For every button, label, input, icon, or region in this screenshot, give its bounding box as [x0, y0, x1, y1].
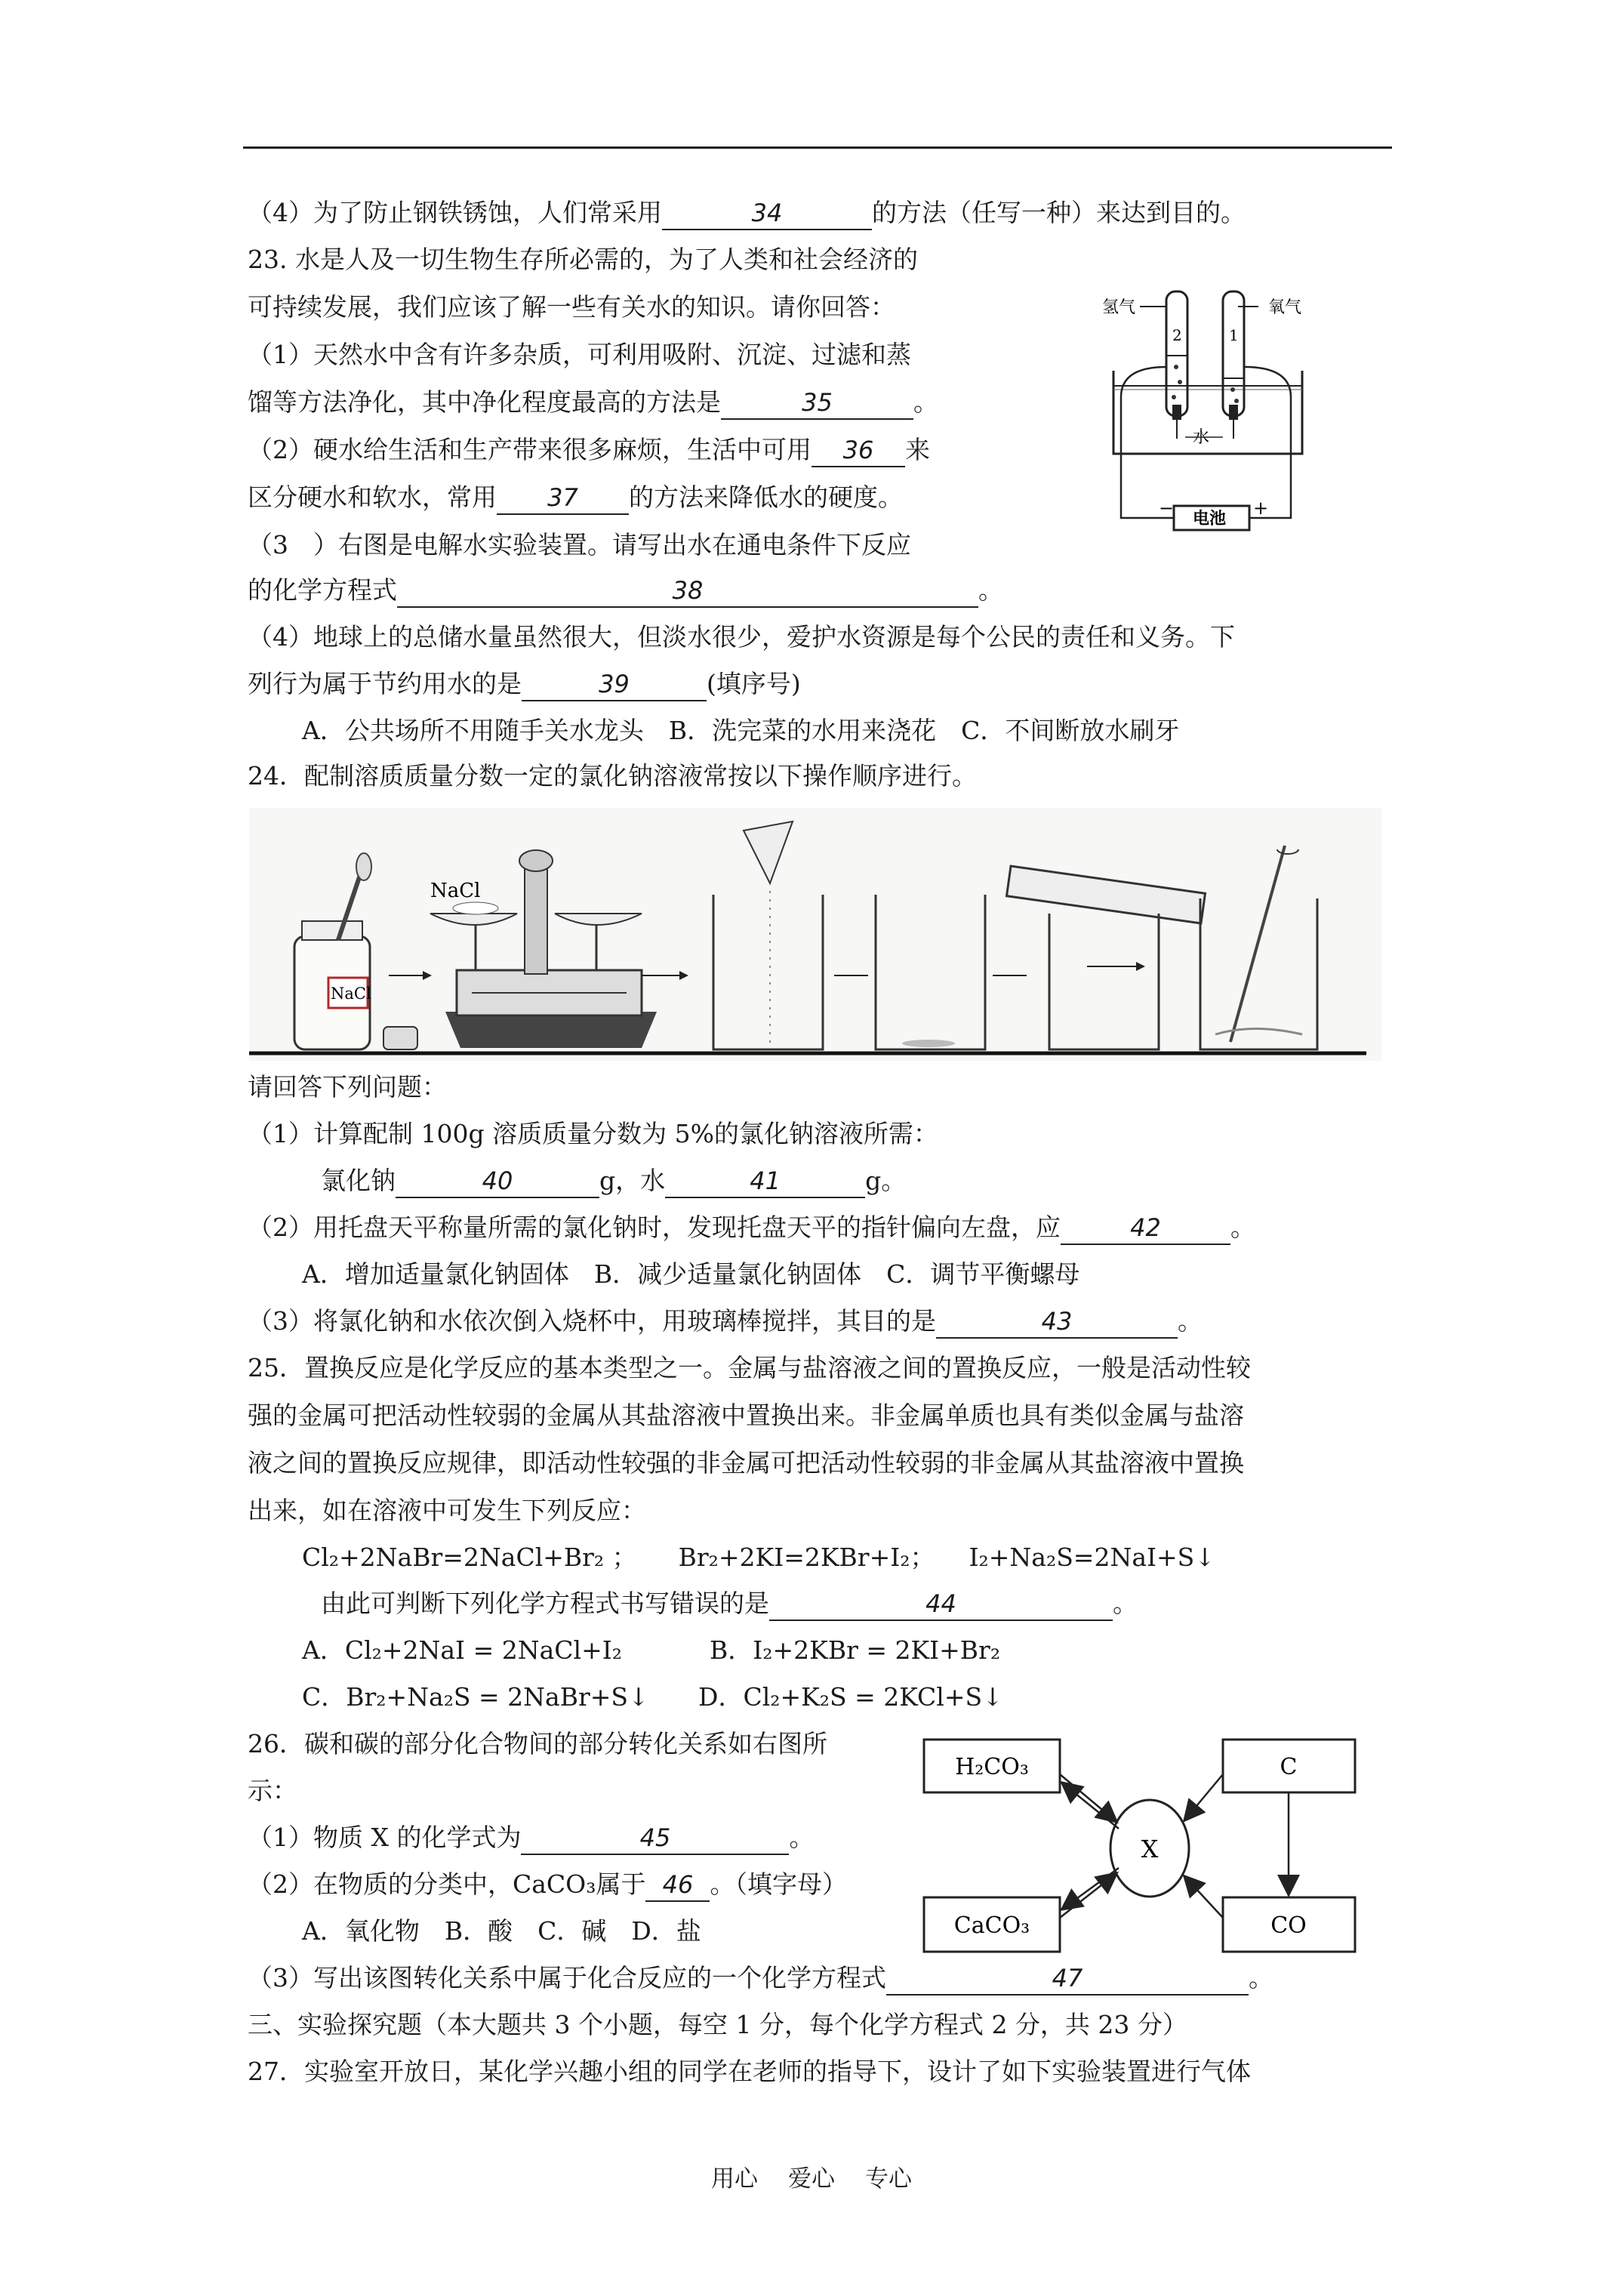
answer-blank-42[interactable]: 42: [1061, 1212, 1230, 1245]
q26-options: A．氧化物 B．酸 C．碱 D．盐: [302, 1916, 701, 1946]
q23-line-6: 区分硬水和软水，常用 37 的方法来降低水的硬度。: [248, 479, 903, 516]
q25-line-3: 液之间的置换反应规律，即活动性较强的非金属可把活动性较弱的非金属从其盐溶液中置换: [248, 1448, 1244, 1478]
answer-blank-46[interactable]: 46: [645, 1869, 710, 1902]
q24-line-1: 24．配制溶质质量分数一定的氯化钠溶液常按以下操作顺序进行。: [248, 761, 977, 791]
answer-blank-43[interactable]: 43: [936, 1305, 1178, 1339]
q23-line-4: 馏等方法净化，其中净化程度最高的方法是 35 。: [248, 384, 938, 421]
q23-options: A．公共场所不用随手关水龙头 B．洗完菜的水用来浇花 C．不间断放水刷牙: [302, 716, 1180, 745]
q26-line-1: 26．碳和碳的部分化合物间的部分转化关系如右图所: [248, 1729, 827, 1758]
answer-blank-39[interactable]: 39: [522, 668, 707, 701]
hydrogen-label: 氢气: [1102, 298, 1136, 317]
header-rule: [243, 146, 1392, 149]
q24-line-7: （3）将氯化钠和水依次倒入烧杯中，用玻璃棒搅拌，其目的是 43 。: [248, 1303, 1203, 1339]
q27-line-1: 27．实验室开放日，某化学兴趣小组的同学在老师的指导下，设计了如下实验装置进行气体: [248, 2057, 1251, 2086]
answer-blank-34[interactable]: 34: [662, 197, 872, 230]
q25-option-b: B．I₂+2KBr = 2KI+Br₂: [710, 1635, 1001, 1665]
q23-line-8: 的化学方程式 38 。: [248, 572, 1003, 609]
battery-label: 电池: [1193, 509, 1227, 529]
h2co3-label: H₂CO₃: [955, 1754, 1029, 1780]
jar-label: NaCl: [331, 985, 371, 1003]
page-footer: 用心 爱心 专心: [711, 2165, 912, 2193]
q23-line-3: （1）天然水中含有许多杂质，可利用吸附、沉淀、过滤和蒸: [248, 340, 911, 369]
svg-text:1: 1: [1229, 326, 1239, 344]
q25-option-d: D．Cl₂+K₂S = 2KCl+S↓: [698, 1682, 1003, 1712]
q23-line-1: 23. 水是人及一切生物生存所必需的，为了人类和社会经济的: [248, 245, 918, 274]
answer-blank-47[interactable]: 47: [886, 1962, 1249, 1996]
q24-line-4: 氯化钠 40 g，水 41 g。: [321, 1163, 906, 1199]
q24-line-5: （2）用托盘天平称量所需的氯化钠时，发现托盘天平的指针偏向左盘，应 42 。: [248, 1210, 1255, 1246]
q23-line-5: （2）硬水给生活和生产带来很多麻烦，生活中可用 36 来: [248, 432, 930, 468]
answer-blank-38[interactable]: 38: [397, 575, 978, 608]
svg-text:+: +: [1253, 498, 1269, 519]
caco3-label: CaCO₃: [953, 1912, 1030, 1939]
answer-blank-41[interactable]: 41: [665, 1165, 865, 1198]
water-label: 水: [1193, 428, 1210, 447]
q25-line-4: 出来，如在溶液中可发生下列反应：: [248, 1496, 646, 1525]
electrolysis-apparatus-figure: [1098, 284, 1317, 544]
q25-line-1: 25．置换反应是化学反应的基本类型之一。金属与盐溶液之间的置换反应，一般是活动性较: [248, 1353, 1251, 1382]
q24-line-3: （1）计算配制 100g 溶质质量分数为 5%的氯化钠溶液所需：: [248, 1119, 938, 1148]
answer-blank-35[interactable]: 35: [721, 387, 913, 420]
q26-line-6: （3）写出该图转化关系中属于化合反应的一个化学方程式 47 。: [248, 1960, 1273, 1996]
q25-option-a: A．Cl₂+2NaI = 2NaCl+I₂: [302, 1635, 622, 1665]
q25-equations: Cl₂+2NaBr=2NaCl+Br₂ ； Br₂+2KI=2KBr+I₂； I₂+Na₂S=2NaI+S↓: [302, 1542, 1215, 1572]
q22-part4: （4）为了防止钢铁锈蚀，人们常采用 34 的方法（任写一种）来达到目的。: [248, 195, 1246, 231]
svg-text:2: 2: [1172, 326, 1182, 344]
svg-text:−: −: [1159, 498, 1175, 519]
x-label: X: [1141, 1835, 1159, 1863]
answer-blank-44[interactable]: 44: [769, 1588, 1113, 1621]
solution-preparation-figure: [249, 808, 1381, 1061]
carbon-conversion-diagram: [921, 1737, 1359, 1955]
balance-label: NaCl: [430, 880, 481, 902]
q23-line-10: 列行为属于节约用水的是 39 (填序号): [248, 666, 801, 702]
q26-line-2: 示：: [248, 1776, 297, 1805]
section-3-heading: 三、实验探究题（本大题共 3 个小题，每空 1 分，每个化学方程式 2 分，共 23 分）: [248, 2010, 1187, 2039]
oxygen-label: 氧气: [1268, 298, 1302, 317]
q23-line-9: （4）地球上的总储水量虽然很大，但淡水很少，爱护水资源是每个公民的责任和义务。下: [248, 622, 1235, 652]
q25-line-6: 由此可判断下列化学方程式书写错误的是 44 。: [321, 1586, 1138, 1622]
answer-blank-37[interactable]: 37: [497, 482, 629, 515]
q26-line-3: （1）物质 X 的化学式为 45 。: [248, 1820, 814, 1856]
q23-line-2: 可持续发展，我们应该了解一些有关水的知识。请你回答：: [248, 292, 895, 322]
answer-blank-36[interactable]: 36: [812, 434, 905, 467]
q25-line-2: 强的金属可把活动性较弱的金属从其盐溶液中置换出来。非金属单质也具有类似金属与盐溶: [248, 1401, 1244, 1430]
co-label: CO: [1270, 1912, 1307, 1939]
q24-options: A．增加适量氯化钠固体 B．减少适量氯化钠固体 C．调节平衡螺母: [302, 1259, 1080, 1289]
q24-line-2: 请回答下列问题：: [248, 1072, 447, 1102]
answer-blank-40[interactable]: 40: [396, 1165, 599, 1198]
q26-line-4: （2）在物质的分类中，CaCO₃属于 46 。（填字母）: [248, 1866, 847, 1903]
carbon-label: C: [1280, 1754, 1298, 1780]
q25-option-c: C．Br₂+Na₂S = 2NaBr+S↓: [302, 1682, 649, 1712]
q23-line-7: （3 ）右图是电解水实验装置。请写出水在通电条件下反应: [248, 530, 911, 559]
answer-blank-45[interactable]: 45: [521, 1822, 789, 1855]
